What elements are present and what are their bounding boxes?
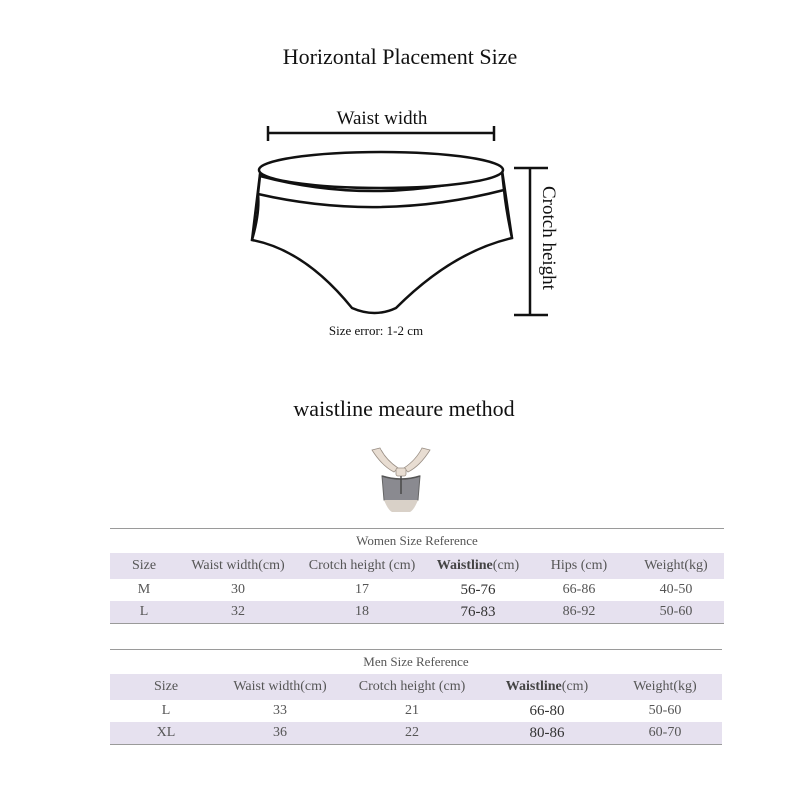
col-waist-width: Waist width(cm) bbox=[178, 553, 298, 579]
cell-size: XL bbox=[110, 722, 222, 745]
col-waistline: Waistline(cm) bbox=[426, 553, 530, 579]
cell-waist-width: 30 bbox=[178, 579, 298, 601]
method-title: waistline meaure method bbox=[293, 396, 515, 421]
cell-waistline: 80-86 bbox=[486, 722, 608, 745]
cell-crotch-height: 17 bbox=[298, 579, 426, 601]
cell-waistline: 56-76 bbox=[426, 579, 530, 601]
table-row bbox=[110, 579, 724, 601]
col-size: Size bbox=[110, 553, 178, 579]
cell-crotch-height: 18 bbox=[298, 601, 426, 624]
men-table-header bbox=[110, 674, 722, 700]
briefs-outline bbox=[252, 152, 512, 313]
cell-waist-width: 32 bbox=[178, 601, 298, 624]
col-weight: Weight(kg) bbox=[608, 674, 722, 700]
cell-crotch-height: 21 bbox=[338, 700, 486, 722]
page-title: Horizontal Placement Size bbox=[282, 44, 518, 69]
waist-measure-illustration-icon bbox=[368, 446, 434, 512]
crotch-height-label: Crotch height bbox=[538, 186, 559, 290]
cell-size: L bbox=[110, 601, 178, 624]
col-weight: Weight(kg) bbox=[628, 553, 724, 579]
men-table-caption: Men Size Reference bbox=[110, 650, 722, 675]
briefs-diagram bbox=[0, 0, 800, 360]
col-size: Size bbox=[110, 674, 222, 700]
col-waist-width: Waist width(cm) bbox=[222, 674, 338, 700]
cell-weight: 50-60 bbox=[628, 601, 724, 624]
men-size-table bbox=[110, 649, 722, 745]
cell-hips: 86-92 bbox=[530, 601, 628, 624]
cell-weight: 60-70 bbox=[608, 722, 722, 745]
col-crotch-height: Crotch height (cm) bbox=[298, 553, 426, 579]
cell-weight: 50-60 bbox=[608, 700, 722, 722]
col-hips: Hips (cm) bbox=[530, 553, 628, 579]
women-table-header bbox=[110, 553, 724, 579]
cell-size: M bbox=[110, 579, 178, 601]
cell-hips: 66-86 bbox=[530, 579, 628, 601]
cell-size: L bbox=[110, 700, 222, 722]
size-error-note: Size error: 1-2 cm bbox=[328, 323, 424, 338]
table-row bbox=[110, 700, 722, 722]
women-size-table bbox=[110, 528, 724, 624]
table-row bbox=[110, 601, 724, 624]
cell-waist-width: 33 bbox=[222, 700, 338, 722]
women-table-caption: Women Size Reference bbox=[110, 529, 724, 554]
cell-waistline: 66-80 bbox=[486, 700, 608, 722]
col-waistline: Waistline(cm) bbox=[486, 674, 608, 700]
col-crotch-height: Crotch height (cm) bbox=[338, 674, 486, 700]
cell-crotch-height: 22 bbox=[338, 722, 486, 745]
cell-weight: 40-50 bbox=[628, 579, 724, 601]
cell-waistline: 76-83 bbox=[426, 601, 530, 624]
cell-waist-width: 36 bbox=[222, 722, 338, 745]
waist-width-label: Waist width bbox=[336, 108, 428, 129]
table-row bbox=[110, 722, 722, 745]
